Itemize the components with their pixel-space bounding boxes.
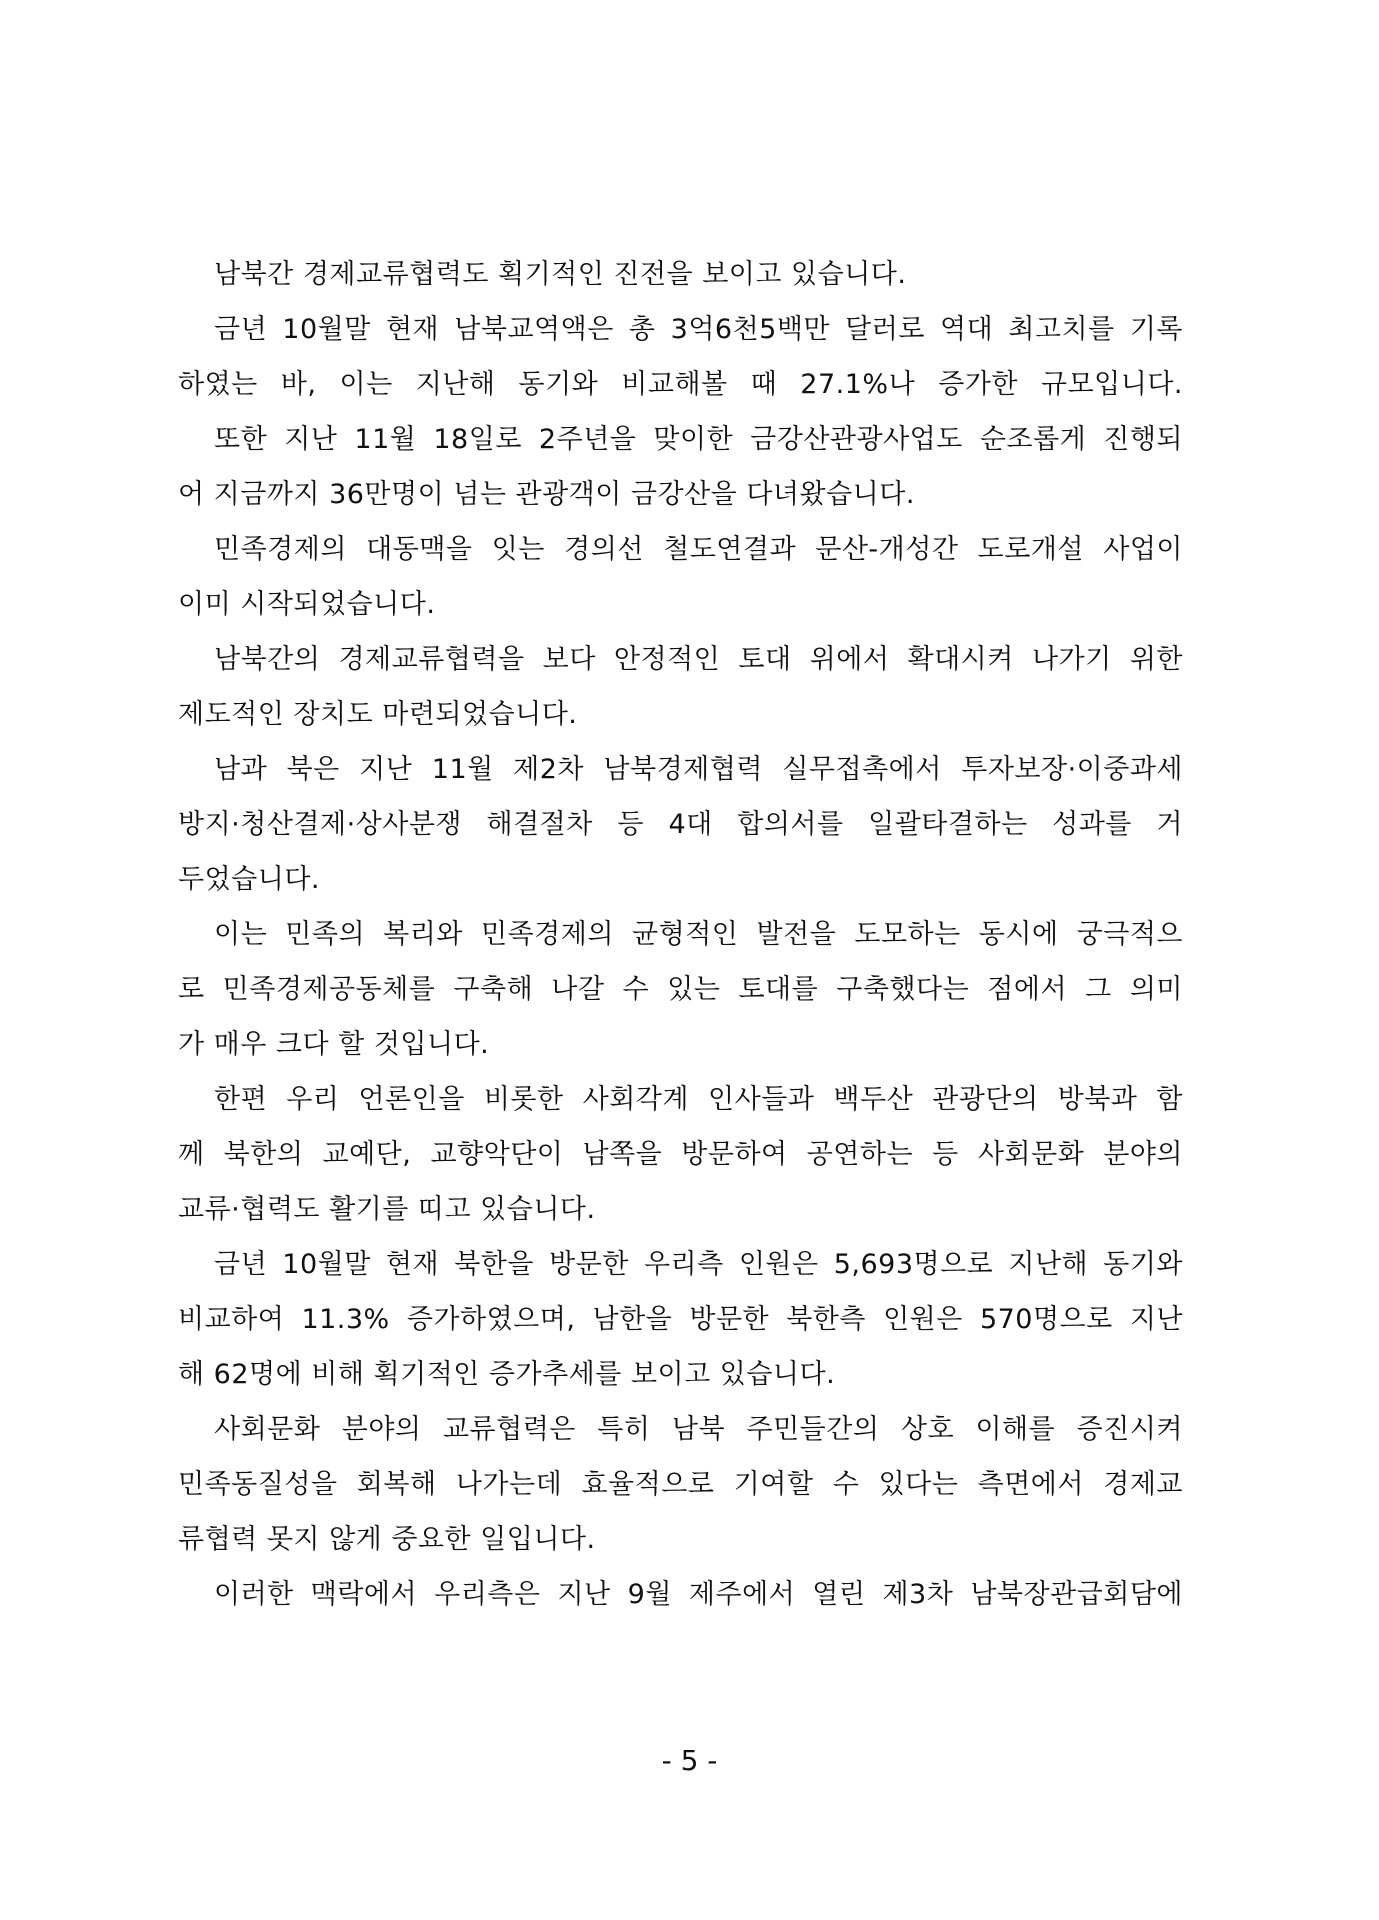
text-line: 비교하여 11.3% 증가하였으며, 남한을 방문한 북한측 인원은 570명으로 지난 [178,1304,1183,1335]
text-line: 남과 북은 지난 11월 제2차 남북경제협력 실무접촉에서 투자보장·이중과세 [214,754,1183,785]
text-line: 금년 10월말 현재 남북교역액은 총 3억6천5백만 달러로 역대 최고치를 기록 [214,314,1183,345]
text-line: 교류·협력도 활기를 띠고 있습니다. [178,1194,596,1225]
text-line: 사회문화 분야의 교류협력은 특히 남북 주민들간의 상호 이해를 증진시켜 [214,1414,1183,1445]
text-line: 류협력 못지 않게 중요한 일입니다. [178,1524,596,1555]
text-line: 또한 지난 11월 18일로 2주년을 맞이한 금강산관광사업도 순조롭게 진행되 [214,424,1183,455]
text-line: 해 62명에 비해 획기적인 증가추세를 보이고 있습니다. [178,1359,836,1390]
text-line: 제도적인 장치도 마련되었습니다. [178,699,578,730]
text-line: 께 북한의 교예단, 교향악단이 남쪽을 방문하여 공연하는 등 사회문화 분야의 [178,1139,1183,1170]
text-line: 민족동질성을 회복해 나가는데 효율적으로 기여할 수 있다는 측면에서 경제교 [178,1469,1183,1500]
text-line: 금년 10월말 현재 북한을 방문한 우리측 인원은 5,693명으로 지난해 동기와 [214,1249,1183,1280]
text-line: 이는 민족의 복리와 민족경제의 균형적인 발전을 도모하는 동시에 궁극적으 [214,919,1183,950]
text-line: 이미 시작되었습니다. [178,589,436,620]
text-line: 어 지금까지 36만명이 넘는 관광객이 금강산을 다녀왔습니다. [178,479,915,510]
text-line: 방지·청산결제·상사분쟁 해결절차 등 4대 합의서를 일괄타결하는 성과를 거 [178,809,1183,840]
body-text [178,247,1183,1622]
text-line: 남북간 경제교류협력도 획기적인 진전을 보이고 있습니다. [214,259,907,290]
text-line: 가 매우 크다 할 것입니다. [178,1029,490,1060]
text-line: 민족경제의 대동맥을 잇는 경의선 철도연결과 문산-개성간 도로개설 사업이 [214,534,1183,565]
text-line: 하였는 바, 이는 지난해 동기와 비교해볼 때 27.1%나 증가한 규모입니다. [178,369,1183,400]
text-line: 한편 우리 언론인을 비롯한 사회각계 인사들과 백두산 관광단의 방북과 함 [214,1084,1183,1115]
text-line: 이러한 맥락에서 우리측은 지난 9월 제주에서 열린 제3차 남북장관급회담에 [214,1579,1183,1610]
text-line: 두었습니다. [178,864,320,895]
page-number: - 5 - [661,1744,718,1777]
text-line: 남북간의 경제교류협력을 보다 안정적인 토대 위에서 확대시켜 나가기 위한 [214,644,1183,675]
text-line: 로 민족경제공동체를 구축해 나갈 수 있는 토대를 구축했다는 점에서 그 의미 [178,974,1183,1005]
